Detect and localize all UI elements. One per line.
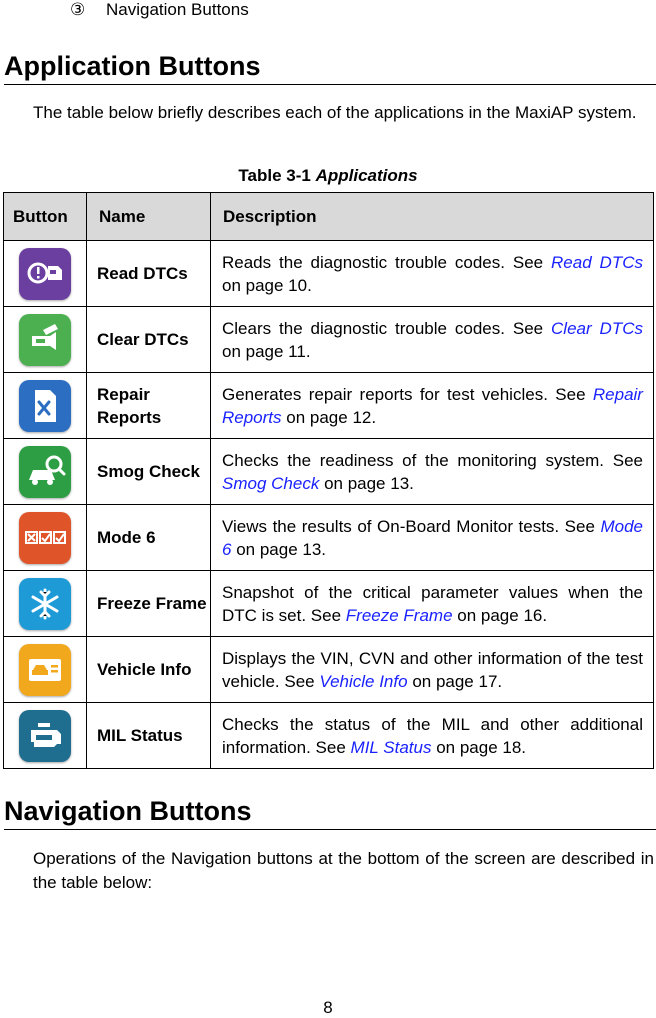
table-row <box>4 307 654 373</box>
app-description <box>211 373 654 439</box>
table-row <box>4 703 654 769</box>
freeze-frame-icon <box>19 578 71 630</box>
desc-text: Checks the status of the MIL and other additional information. See <box>222 714 643 757</box>
app-name: Mode 6 <box>87 505 211 571</box>
applications-table <box>3 192 654 769</box>
desc-link[interactable]: Read DTCs <box>551 252 643 272</box>
icon-cell <box>4 703 87 769</box>
list-item-text: Navigation Buttons <box>106 0 249 19</box>
app-name: Smog Check <box>87 439 211 505</box>
desc-page: on page 13. <box>236 539 327 559</box>
desc-link[interactable]: Vehicle Info <box>319 671 408 691</box>
page-number: 8 <box>323 998 333 1017</box>
desc-page: on page 12. <box>286 407 377 427</box>
desc-link[interactable]: Repair Reports <box>222 384 643 427</box>
table-row <box>4 571 654 637</box>
icon-cell <box>4 373 87 439</box>
icon-cell <box>4 637 87 703</box>
heading-application-buttons: Application Buttons <box>4 50 656 85</box>
desc-text: Snapshot of the critical parameter values when the DTC is set. See <box>222 582 643 625</box>
mil-status-icon <box>19 710 71 762</box>
desc-link[interactable]: Freeze Frame <box>345 605 453 625</box>
app-description <box>211 703 654 769</box>
app-name: Vehicle Info <box>87 637 211 703</box>
app-description <box>211 439 654 505</box>
icon-cell <box>4 505 87 571</box>
icon-cell <box>4 241 87 307</box>
app-description <box>211 505 654 571</box>
table-header-row <box>4 193 654 241</box>
icon-cell <box>4 439 87 505</box>
app-name: MIL Status <box>87 703 211 769</box>
desc-link[interactable]: Mode 6 <box>222 516 643 559</box>
caption-prefix: Table 3-1 <box>238 166 311 185</box>
desc-page: on page 13. <box>324 473 414 493</box>
desc-link[interactable]: MIL Status <box>350 737 432 757</box>
vehicle-info-icon <box>19 644 71 696</box>
heading-navigation-buttons: Navigation Buttons <box>4 795 656 830</box>
table-row <box>4 373 654 439</box>
table-row <box>4 241 654 307</box>
clear-dtcs-icon <box>19 314 71 366</box>
table-row <box>4 637 654 703</box>
read-dtcs-icon <box>19 248 71 300</box>
desc-link[interactable]: Smog Check <box>222 473 320 493</box>
caption-title: Applications <box>315 166 418 185</box>
desc-text: Reads the diagnostic trouble codes. See <box>222 252 544 272</box>
smog-check-icon <box>19 446 71 498</box>
app-name: Clear DTCs <box>87 307 211 373</box>
desc-text: Views the results of On-Board Monitor tests. See <box>222 516 595 536</box>
list-item-navigation-buttons <box>70 0 249 20</box>
table-caption <box>0 164 656 188</box>
desc-page: on page 10. <box>222 275 312 295</box>
app-description <box>211 637 654 703</box>
desc-text: Displays the VIN, CVN and other information of the test vehicle. See <box>222 648 643 691</box>
desc-page: on page 11. <box>222 341 311 361</box>
icon-cell <box>4 307 87 373</box>
list-marker: ③ <box>70 0 86 19</box>
repair-reports-icon <box>19 380 71 432</box>
header-button: Button <box>4 193 87 241</box>
table-row <box>4 505 654 571</box>
app-name: Repair Reports <box>87 373 211 439</box>
desc-text: Clears the diagnostic trouble codes. See <box>222 318 544 338</box>
app-description <box>211 571 654 637</box>
desc-link[interactable]: Clear DTCs <box>551 318 643 338</box>
app-name: Freeze Frame <box>87 571 211 637</box>
desc-text: Generates repair reports for test vehicles. See <box>222 384 586 404</box>
desc-page: on page 18. <box>436 737 527 757</box>
intro-paragraph: The table below briefly describes each of the applications in the MaxiAP system. <box>33 103 637 122</box>
app-name: Read DTCs <box>87 241 211 307</box>
header-name: Name <box>87 193 211 241</box>
table-row <box>4 439 654 505</box>
icon-cell <box>4 571 87 637</box>
desc-page: on page 16. <box>457 605 548 625</box>
app-description <box>211 307 654 373</box>
navigation-paragraph: Operations of the Navigation buttons at the bottom of the screen are described in the table below: <box>33 849 654 892</box>
desc-page: on page 17. <box>412 671 503 691</box>
app-description <box>211 241 654 307</box>
header-description: Description <box>211 193 654 241</box>
desc-text: Checks the readiness of the monitoring system. See <box>222 450 643 470</box>
mode-6-icon <box>19 512 71 564</box>
